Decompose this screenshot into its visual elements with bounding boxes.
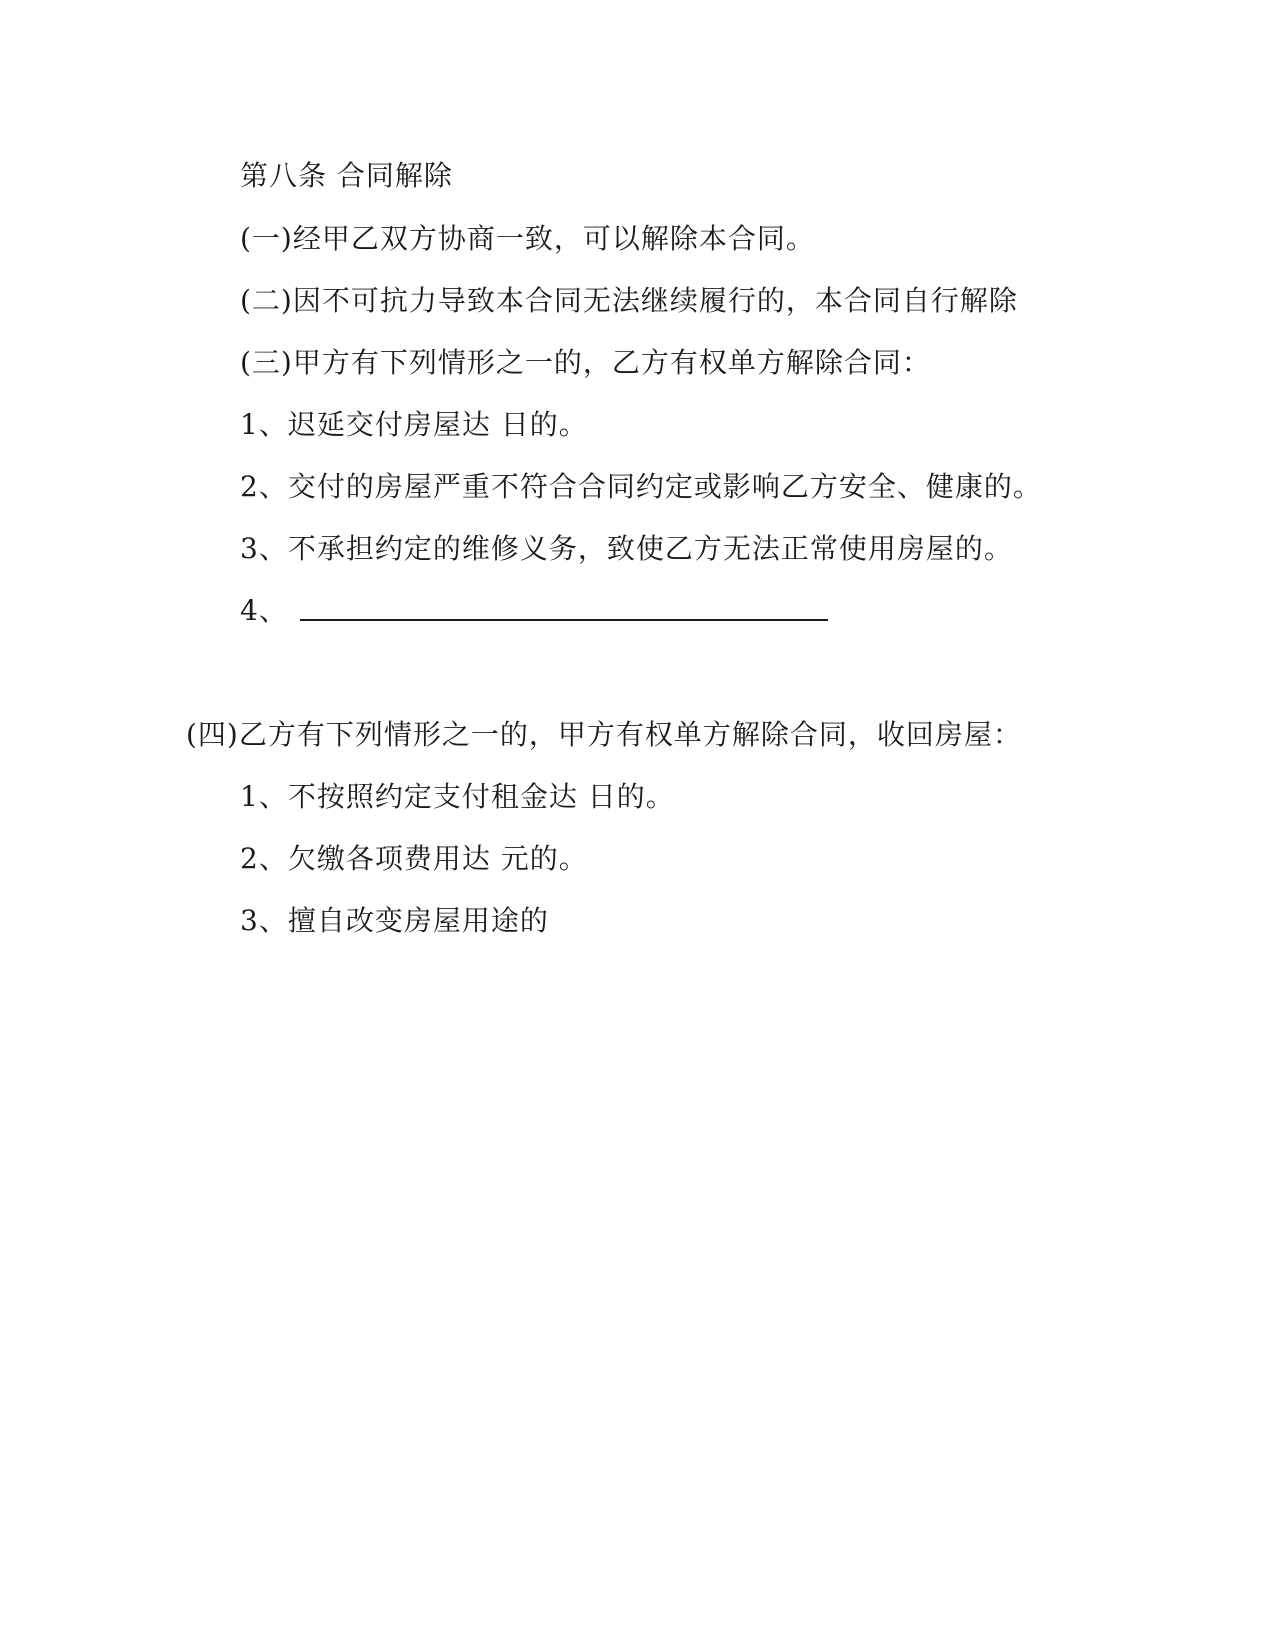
- clause-1: (一)经甲乙双方协商一致，可以解除本合同。: [240, 222, 815, 255]
- clause-3-item-4-label: 4、: [240, 594, 288, 627]
- article-heading: 第八条 合同解除: [240, 159, 453, 192]
- clause-4: (四)乙方有下列情形之一的，甲方有权单方解除合同，收回房屋：: [186, 718, 1022, 751]
- clause-3-item-4: [240, 593, 828, 629]
- clause-4-item-1: 1、不按照约定支付租金达 日的。: [240, 780, 675, 813]
- clause-3-item-1: 1、迟延交付房屋达 日的。: [240, 408, 588, 441]
- clause-3-item-3: 3、不承担约定的维修义务，致使乙方无法正常使用房屋的。: [240, 532, 1013, 565]
- clause-3: (三)甲方有下列情形之一的，乙方有权单方解除合同：: [240, 346, 931, 379]
- clause-2: (二)因不可抗力导致本合同无法继续履行的，本合同自行解除: [240, 284, 1018, 317]
- clause-4-item-2: 2、欠缴各项费用达 元的。: [240, 842, 588, 875]
- clause-4-item-3: 3、擅自改变房屋用途的: [240, 904, 549, 937]
- clause-3-item-2: 2、交付的房屋严重不符合合同约定或影响乙方安全、健康的。: [240, 470, 1042, 503]
- fill-in-blank-line: [300, 593, 828, 621]
